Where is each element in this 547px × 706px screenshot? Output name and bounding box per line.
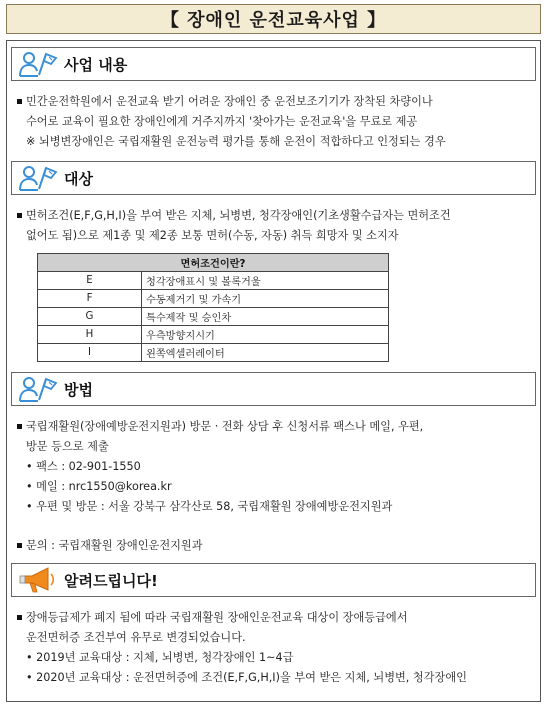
table-row — [38, 272, 389, 290]
notice-line: 운전면허증 조건부여 유무로 변경되었습니다. — [26, 631, 246, 644]
license-table-header: 면허조건이란? — [38, 254, 389, 272]
method-line: 국립재활원(장애예방운전지원과) 방문 · 전화 상담 후 신청서류 팩스나 메일, 우편, — [17, 417, 532, 437]
target-line: 면허조건(E,F,G,H,I)을 부여 받은 지체, 뇌병변, 청각장애인(기초생활수급자는 면허조건 — [17, 206, 532, 226]
section-title-target: 대상 — [64, 169, 93, 188]
section-title-notice: 알려드립니다! — [64, 571, 158, 590]
table-row — [38, 344, 389, 362]
method-item: • 메일 : nrc1550@korea.kr — [26, 480, 172, 493]
method-item: • 우편 및 방문 : 서울 강북구 삼각산로 58, 국립재활원 장애예방운전지원과 — [26, 500, 393, 513]
square-bullet-icon — [17, 424, 22, 429]
person-flag-icon — [18, 163, 58, 193]
table-row — [38, 290, 389, 308]
section-header-target — [11, 161, 536, 195]
license-code: G — [38, 308, 142, 326]
person-flag-icon — [18, 374, 58, 404]
license-code: F — [38, 290, 142, 308]
license-condition-table — [37, 253, 389, 362]
square-bullet-icon — [17, 543, 22, 548]
table-row — [38, 308, 389, 326]
section-title-content: 사업 내용 — [64, 55, 128, 74]
method-contact: 문의 : 국립재활원 장애인운전지원과 — [17, 536, 532, 556]
notice-body — [17, 608, 532, 688]
section-header-method — [11, 372, 536, 406]
person-flag-icon — [18, 49, 58, 79]
target-body — [17, 206, 532, 246]
section-header-notice — [11, 563, 536, 597]
square-bullet-icon — [17, 213, 22, 218]
license-code: I — [38, 344, 142, 362]
square-bullet-icon — [17, 99, 22, 104]
page-title — [6, 4, 541, 34]
table-row — [38, 326, 389, 344]
notice-item: • 2019년 교육대상 : 지체, 뇌병변, 청각장애인 1~4급 — [26, 651, 294, 664]
page-title-text: 【 장애인 운전교육사업 】 — [160, 10, 387, 31]
license-code: H — [38, 326, 142, 344]
content-note: ※ 뇌병변장애인은 국립재활원 운전능력 평가를 통해 운전이 적합하다고 인정되는 경우 — [26, 135, 446, 148]
notice-item: • 2020년 교육대상 : 운전면허증에 조건(E,F,G,H,I)을 부여 받은 지체, 뇌병변, 청각장애인 — [26, 671, 467, 684]
content-line: 민간운전학원에서 운전교육 받기 어려운 장애인 중 운전보조기기가 장착된 차량이나 — [17, 92, 532, 112]
license-desc: 우측방향지시기 — [142, 326, 389, 344]
method-line: 방문 등으로 제출 — [26, 440, 109, 453]
section-header-content — [11, 47, 536, 81]
content-frame — [6, 40, 541, 702]
target-line: 없어도 됨)으로 제1종 및 제2종 보통 면허(수동, 자동) 취득 희망자 및 소지자 — [26, 229, 399, 242]
square-bullet-icon — [17, 615, 22, 620]
method-body — [17, 417, 532, 517]
megaphone-icon — [18, 565, 58, 595]
method-item: • 팩스 : 02-901-1550 — [26, 460, 141, 473]
license-desc: 수동제거기 및 가속기 — [142, 290, 389, 308]
section-title-method: 방법 — [64, 380, 93, 399]
license-desc: 왼쪽엑셀러레이터 — [142, 344, 389, 362]
content-line: 수어로 교육이 필요한 장애인에게 거주지까지 '찾아가는 운전교육'을 무료로 제공 — [26, 115, 418, 128]
license-code: E — [38, 272, 142, 290]
content-body — [17, 92, 532, 152]
license-desc: 청각장애표시 및 볼록거울 — [142, 272, 389, 290]
notice-line: 장애등급제가 폐지 됨에 따라 국립재활원 장애인운전교육 대상이 장애등급에서 — [17, 608, 532, 628]
license-desc: 특수제작 및 승인차 — [142, 308, 389, 326]
